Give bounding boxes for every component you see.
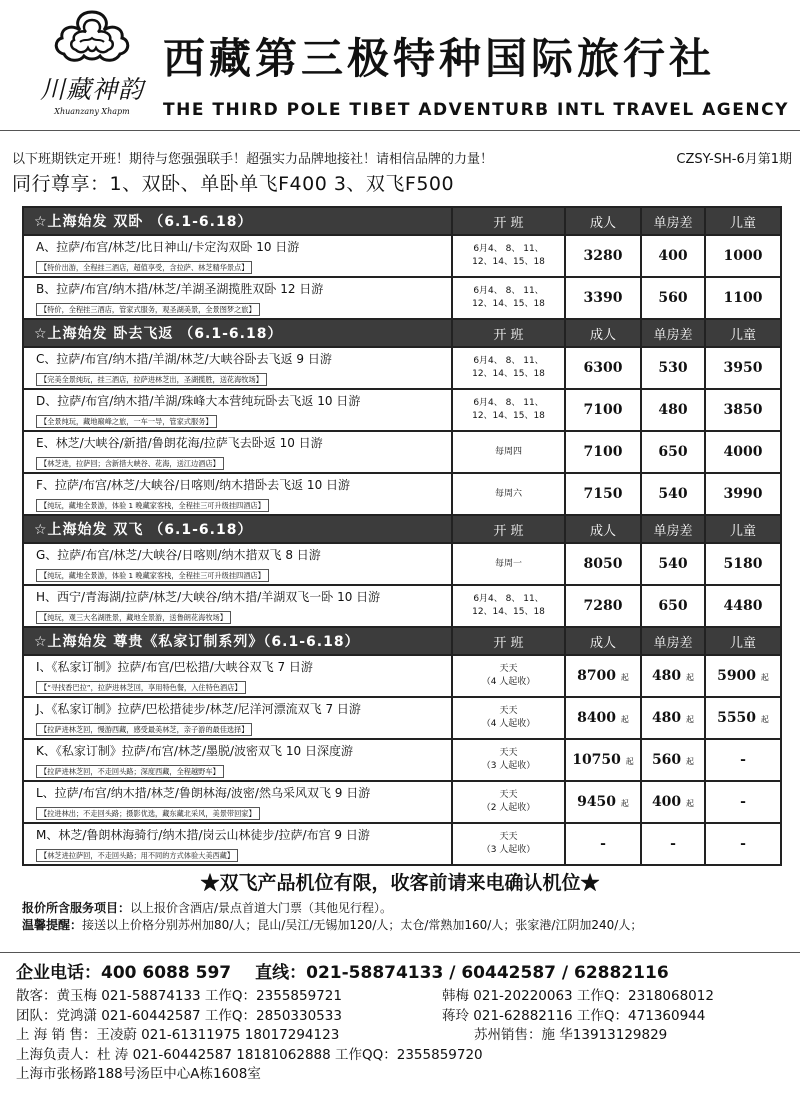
single-price xyxy=(641,473,705,515)
route-name: C、拉萨/布宫/纳木措/羊湖/林芝/大峡谷卧去飞返 9 日游 xyxy=(36,352,332,366)
contact-left: 上海市张杨路188号汤臣中心A栋1608室 xyxy=(16,1066,261,1082)
single-price-value: - xyxy=(670,836,676,852)
route-note: 【“寻找香巴拉”，拉萨进林芝回，享用特色餐，入住特色酒店】 xyxy=(36,681,246,694)
departure-dates: 6月4、 8、 11、 12、14、15、18 xyxy=(452,277,565,319)
adult-price-value: 3390 xyxy=(583,290,623,306)
route-cell xyxy=(23,585,452,627)
hotline-label: 企业电话： xyxy=(16,963,101,983)
adult-price xyxy=(565,347,641,389)
column-header-child: 儿童 xyxy=(705,319,781,347)
route-row[interactable] xyxy=(23,473,781,515)
adult-price-from-label: 起 xyxy=(620,715,629,724)
column-header-depart: 开 班 xyxy=(452,319,565,347)
single-price-value: 400 xyxy=(651,794,682,810)
route-row[interactable] xyxy=(23,235,781,277)
route-cell xyxy=(23,235,452,277)
column-header-child: 儿童 xyxy=(705,207,781,235)
direct-numbers[interactable]: 021-58874133 / 60442587 / 62882116 xyxy=(306,963,669,983)
adult-price-value: 6300 xyxy=(583,360,623,376)
route-row[interactable] xyxy=(23,277,781,319)
contact-lines xyxy=(16,987,794,1085)
adult-price xyxy=(565,235,641,277)
departure-dates: 6月4、 8、 11、 12、14、15、18 xyxy=(452,235,565,277)
service-text: 以上报价含酒店/景点首道大门票（其他见行程）。 xyxy=(130,901,393,915)
single-price-from-label: 起 xyxy=(686,799,695,808)
contact-right: 蒋玲 021-62882116 工作Q：471360944 xyxy=(442,1007,706,1024)
hotline-line xyxy=(16,961,794,987)
single-price xyxy=(641,277,705,319)
child-price xyxy=(705,781,781,823)
single-price-from-label: 起 xyxy=(686,715,695,724)
column-header-child: 儿童 xyxy=(705,515,781,543)
adult-price xyxy=(565,781,641,823)
child-price xyxy=(705,823,781,865)
single-price xyxy=(641,543,705,585)
child-price-value: 1100 xyxy=(723,290,763,306)
column-header-single: 单房差 xyxy=(641,627,705,655)
single-price xyxy=(641,389,705,431)
child-price-value: 3850 xyxy=(723,402,763,418)
column-header-depart: 开 班 xyxy=(452,627,565,655)
intro-block xyxy=(12,148,792,196)
adult-price xyxy=(565,431,641,473)
route-name: E、林芝/大峡谷/新措/鲁朗花海/拉萨飞去卧返 10 日游 xyxy=(36,436,323,450)
adult-price-from-label: 起 xyxy=(625,757,634,766)
route-name: A、拉萨/布宫/林芝/比日神山/卡定沟双卧 10 日游 xyxy=(36,240,300,254)
departure-dates: 6月4、 8、 11、 12、14、15、18 xyxy=(452,389,565,431)
route-row[interactable] xyxy=(23,823,781,865)
adult-price-value: 7100 xyxy=(583,402,623,418)
child-price-value: 3950 xyxy=(723,360,763,376)
route-note: 【纯玩，藏地全景游，体验 1 晚藏家客栈，全程挂三可升级挂四酒店】 xyxy=(36,569,269,582)
single-price-value: 480 xyxy=(651,710,682,726)
child-price-value: - xyxy=(740,794,746,810)
column-header-adult: 成人 xyxy=(565,319,641,347)
route-note: 【特价，全程挂三酒店，管家式服务，观圣湖美景，全景图梦之旅】 xyxy=(36,303,260,316)
departure-dates: 每周六 xyxy=(452,473,565,515)
child-price xyxy=(705,473,781,515)
child-price-value: - xyxy=(740,836,746,852)
child-price xyxy=(705,389,781,431)
section-header-row xyxy=(23,627,781,655)
child-price xyxy=(705,543,781,585)
route-cell xyxy=(23,781,452,823)
child-price-from-label: 起 xyxy=(760,673,769,682)
section-title: ☆上海始发 双卧 （6.1-6.18） xyxy=(23,207,452,235)
route-note: 【全景纯玩，藏地巅峰之旅，一车一导，管家式服务】 xyxy=(36,415,217,428)
contact-left: 上 海 销 售：王凌蔚 021-61311975 18017294123 xyxy=(16,1027,340,1043)
departure-dates: 天天 （3 人起收） xyxy=(452,823,565,865)
adult-price xyxy=(565,823,641,865)
adult-price xyxy=(565,697,641,739)
route-row[interactable] xyxy=(23,347,781,389)
contact-divider xyxy=(0,952,800,958)
route-note: 【拉进林出；不走回头路；摄影优选，藏东藏北采风，美景带回家】 xyxy=(36,807,260,820)
child-price-value: 5900 xyxy=(717,668,757,684)
section-title: ☆上海始发 双飞 （6.1-6.18） xyxy=(23,515,452,543)
contact-block xyxy=(16,961,794,1085)
child-price xyxy=(705,277,781,319)
route-cell xyxy=(23,473,452,515)
route-row[interactable] xyxy=(23,543,781,585)
child-price xyxy=(705,347,781,389)
contact-left: 散客：黄玉梅 021-58874133 工作Q：2355859721 xyxy=(16,988,342,1004)
contact-left: 团队：党鸿潇 021-60442587 工作Q：2850330533 xyxy=(16,1007,342,1024)
adult-price xyxy=(565,473,641,515)
route-name: L、拉萨/布宫/纳木措/林芝/鲁朗林海/波密/然乌采风双飞 9 日游 xyxy=(36,786,371,800)
logo-chinese-text: 川藏神韵 xyxy=(39,75,144,104)
adult-price-value: 7150 xyxy=(583,486,623,502)
single-price-value: 560 xyxy=(658,290,688,306)
single-price-value: 650 xyxy=(658,444,688,460)
single-price xyxy=(641,655,705,697)
adult-price-from-label: 起 xyxy=(620,799,629,808)
column-header-depart: 开 班 xyxy=(452,207,565,235)
child-price-value: 1000 xyxy=(723,248,763,264)
child-price-value: 5180 xyxy=(723,556,763,572)
single-price-value: 530 xyxy=(658,360,688,376)
route-cell xyxy=(23,655,452,697)
route-row[interactable] xyxy=(23,431,781,473)
adult-price-value: 8700 xyxy=(577,668,617,684)
section-header-row xyxy=(23,207,781,235)
route-cell xyxy=(23,697,452,739)
route-note: 【特价出游，全程挂三酒店，超值享受，含拉萨、林芝精华景点】 xyxy=(36,261,252,274)
route-row[interactable] xyxy=(23,697,781,739)
child-price xyxy=(705,697,781,739)
single-price-value: 400 xyxy=(658,248,688,264)
column-header-child: 儿童 xyxy=(705,627,781,655)
child-price-value: 4000 xyxy=(723,444,763,460)
route-name: B、拉萨/布宫/纳木措/林芝/羊湖圣湖揽胜双卧 12 日游 xyxy=(36,282,324,296)
route-cell xyxy=(23,823,452,865)
route-name: I、《私家订制》拉萨/布宫/巴松措/大峡谷双飞 7 日游 xyxy=(36,660,313,674)
adult-price xyxy=(565,585,641,627)
contact-line xyxy=(16,1026,794,1046)
header-divider xyxy=(0,130,800,142)
column-header-single: 单房差 xyxy=(641,207,705,235)
agency-title-english: THE THIRD POLE TIBET ADVENTURB INTL TRAVEL AGENCY xyxy=(163,100,789,120)
adult-price xyxy=(565,277,641,319)
route-row[interactable] xyxy=(23,389,781,431)
route-note: 【完美全景纯玩，挂三酒店，拉萨进林芝出，圣湖揽胜，送花海牧场】 xyxy=(36,373,267,386)
contact-right: 韩梅 021-20220063 工作Q：2318068012 xyxy=(442,988,714,1004)
column-header-depart: 开 班 xyxy=(452,515,565,543)
route-row[interactable] xyxy=(23,655,781,697)
child-price-value: - xyxy=(740,752,746,768)
child-price xyxy=(705,655,781,697)
single-price xyxy=(641,431,705,473)
route-name: K、《私家订制》拉萨/布宫/林芝/墨脱/波密双飞 10 日深度游 xyxy=(36,744,353,758)
departure-dates: 天天 （2 人起收） xyxy=(452,781,565,823)
route-name: H、西宁/青海湖/拉萨/林芝/大峡谷/纳木措/羊湖双飞一卧 10 日游 xyxy=(36,590,381,604)
adult-price xyxy=(565,389,641,431)
section-title: ☆上海始发 卧去飞返 （6.1-6.18） xyxy=(23,319,452,347)
route-row[interactable] xyxy=(23,781,781,823)
route-cell xyxy=(23,277,452,319)
route-row[interactable] xyxy=(23,739,781,781)
route-note: 【拉萨进林芝回，慢游西藏，感受最美林芝，亲子游的最佳选择】 xyxy=(36,723,252,736)
adult-price-value: - xyxy=(600,836,606,852)
single-price xyxy=(641,235,705,277)
route-cell xyxy=(23,739,452,781)
seat-notice: ★双飞产品机位有限，收客前请来电确认机位★ xyxy=(200,872,600,894)
route-name: J、《私家订制》拉萨/巴松措徒步/林芝/尼洋河漂流双飞 7 日游 xyxy=(36,702,361,716)
single-price xyxy=(641,585,705,627)
reminder-text: 接送以上价格分别苏州加80/人；昆山/吴江/无锡加120/人；太仓/常熟加160/人；张家港/江阴加240/人； xyxy=(82,918,643,932)
departure-dates: 每周四 xyxy=(452,431,565,473)
contact-left: 上海负责人：杜 涛 021-60442587 18181062888 工作QQ：2355859720 xyxy=(16,1046,483,1063)
single-price xyxy=(641,781,705,823)
reminder-label: 温馨提醒： xyxy=(22,918,83,932)
child-price xyxy=(705,235,781,277)
adult-price-value: 9450 xyxy=(577,794,617,810)
intro-lead-text: 以下班期铁定开班！期待与您强强联手！超强实力品牌地接社！请相信品牌的力量！ xyxy=(12,152,494,167)
service-label: 报价所含服务项目： xyxy=(22,901,131,915)
adult-price xyxy=(565,739,641,781)
service-info xyxy=(22,900,792,934)
route-name: D、拉萨/布宫/纳木措/羊湖/珠峰大本营纯玩卧去飞返 10 日游 xyxy=(36,394,361,408)
column-header-adult: 成人 xyxy=(565,515,641,543)
single-price-value: 540 xyxy=(658,556,688,572)
adult-price-value: 8400 xyxy=(577,710,617,726)
departure-dates: 天天 （4 人起收） xyxy=(452,655,565,697)
single-price xyxy=(641,697,705,739)
single-price-value: 480 xyxy=(651,668,682,684)
route-cell xyxy=(23,543,452,585)
departure-dates: 天天 （4 人起收） xyxy=(452,697,565,739)
adult-price-value: 8050 xyxy=(583,556,623,572)
single-price-value: 540 xyxy=(658,486,688,502)
single-price-from-label: 起 xyxy=(686,757,695,766)
route-note: 【纯玩，观三大名湖胜景，藏地全景游，送鲁朗花海牧场】 xyxy=(36,611,231,624)
route-name: M、林芝/鲁朗林海骑行/纳木措/岗云山林徒步/拉萨/布宫 9 日游 xyxy=(36,828,370,842)
section-title: ☆上海始发 尊贵《私家订制系列》（6.1-6.18） xyxy=(23,627,452,655)
column-header-single: 单房差 xyxy=(641,319,705,347)
logo-latin-text: Xhuanzany Xhapm xyxy=(54,107,130,116)
departure-dates: 天天 （3 人起收） xyxy=(452,739,565,781)
single-price xyxy=(641,739,705,781)
contact-line xyxy=(16,1065,794,1085)
route-cell xyxy=(23,347,452,389)
adult-price-value: 10750 xyxy=(572,752,621,768)
route-note: 【拉萨进林芝回，不走回头路；深度西藏，全程越野车】 xyxy=(36,765,224,778)
single-price xyxy=(641,823,705,865)
issue-code: CZSY-SH-6月第1期 xyxy=(676,152,792,167)
agency-logo xyxy=(22,8,162,120)
route-name: F、拉萨/布宫/林芝/大峡谷/日喀则/纳木措卧去飞返 10 日游 xyxy=(36,478,351,492)
route-row[interactable] xyxy=(23,585,781,627)
adult-price-value: 3280 xyxy=(583,248,623,264)
child-price xyxy=(705,431,781,473)
price-table xyxy=(22,206,782,866)
departure-dates: 每周一 xyxy=(452,543,565,585)
departure-dates: 6月4、 8、 11、 12、14、15、18 xyxy=(452,347,565,389)
single-price-value: 560 xyxy=(651,752,682,768)
route-note: 【林芝进拉萨回，不走回头路；用不同的方式体验大美西藏】 xyxy=(36,849,238,862)
column-header-adult: 成人 xyxy=(565,627,641,655)
contact-line xyxy=(16,1046,794,1066)
direct-label: 直线： xyxy=(255,963,307,983)
route-note: 【林芝进，拉萨回；含新措大峡谷、花海，送江边酒店】 xyxy=(36,457,224,470)
route-cell xyxy=(23,389,452,431)
route-name: G、拉萨/布宫/林芝/大峡谷/日喀则/纳木措双飞 8 日游 xyxy=(36,548,321,562)
single-price-value: 480 xyxy=(658,402,688,418)
adult-price-value: 7280 xyxy=(583,598,623,614)
adult-price-value: 7100 xyxy=(583,444,623,460)
cloud-emblem-icon xyxy=(50,8,134,68)
contact-line xyxy=(16,1007,794,1027)
hotline-number[interactable]: 400 6088 597 xyxy=(101,963,232,983)
child-price-value: 4480 xyxy=(723,598,763,614)
reminder-line xyxy=(22,917,792,934)
child-price xyxy=(705,739,781,781)
adult-price xyxy=(565,543,641,585)
column-header-adult: 成人 xyxy=(565,207,641,235)
section-header-row xyxy=(23,319,781,347)
single-price xyxy=(641,347,705,389)
single-price-from-label: 起 xyxy=(686,673,695,682)
single-price-value: 650 xyxy=(658,598,688,614)
child-price-value: 5550 xyxy=(717,710,757,726)
peer-offer-text: 同行尊享：1、双卧、单卧单飞F400 3、双飞F500 xyxy=(12,173,455,195)
child-price-value: 3990 xyxy=(723,486,763,502)
child-price-from-label: 起 xyxy=(760,715,769,724)
column-header-single: 单房差 xyxy=(641,515,705,543)
contact-right: 苏州销售：施 华13913129829 xyxy=(474,1027,668,1043)
route-note: 【纯玩，藏地全景游，体验 1 晚藏家客栈，全程挂三可升级挂四酒店】 xyxy=(36,499,269,512)
section-header-row xyxy=(23,515,781,543)
agency-title-chinese: 西藏第三极特种国际旅行社 xyxy=(163,34,716,83)
departure-dates: 6月4、 8、 11、 12、14、15、18 xyxy=(452,585,565,627)
adult-price-from-label: 起 xyxy=(620,673,629,682)
route-cell xyxy=(23,431,452,473)
contact-line xyxy=(16,987,794,1007)
service-line xyxy=(22,900,792,917)
intro-line xyxy=(12,148,792,168)
page-header xyxy=(0,0,800,130)
adult-price xyxy=(565,655,641,697)
child-price xyxy=(705,585,781,627)
